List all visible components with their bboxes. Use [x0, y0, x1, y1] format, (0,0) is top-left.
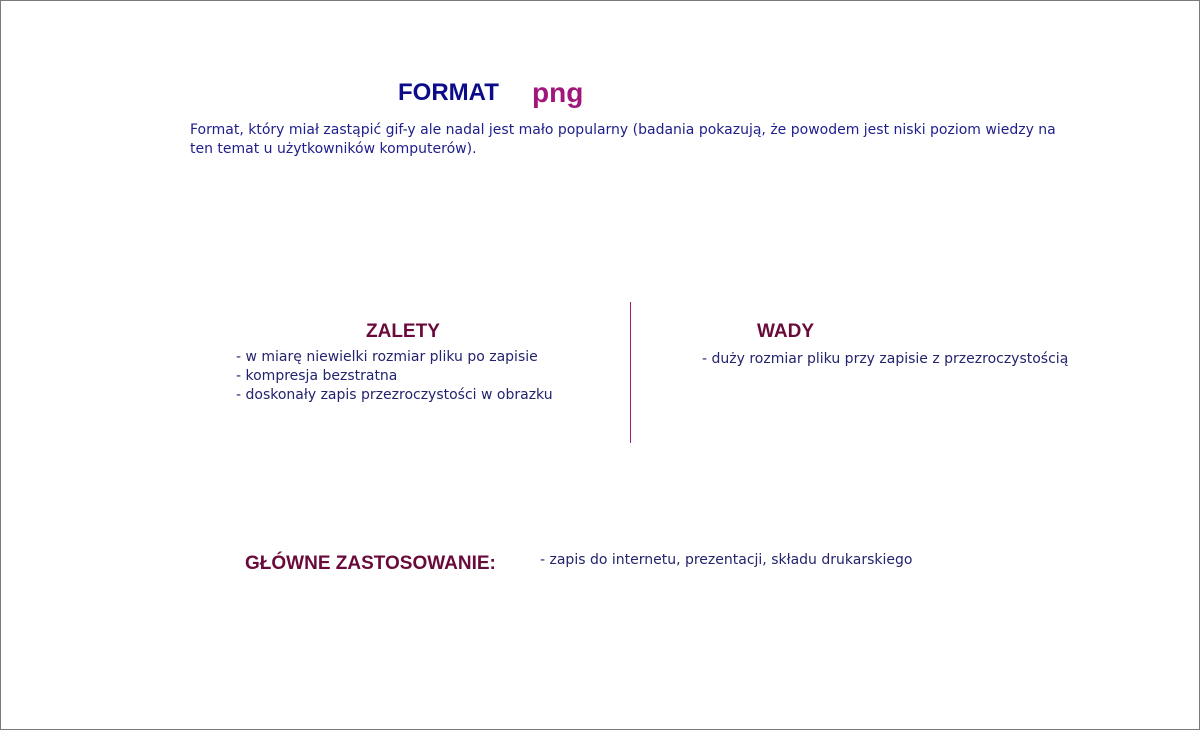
advantages-item: - doskonały zapis przezroczystości w obrazku	[236, 387, 553, 403]
main-use-item: - zapis do internetu, prezentacji, składu drukarskiego	[540, 552, 913, 568]
main-use-list	[540, 551, 912, 570]
main-use-heading: GŁÓWNE ZASTOSOWANIE:	[245, 553, 496, 574]
intro-text: Format, który miał zastąpić gif-y ale nadal jest mało popularny (badania pokazują, że powodem jest niski poziom wiedzy na ten temat u użytkowników komputerów).	[190, 122, 1056, 157]
title-format-word: FORMAT	[398, 79, 499, 106]
disadvantages-list	[702, 350, 1068, 369]
advantages-item: - w miarę niewielki rozmiar pliku po zapisie	[236, 349, 538, 365]
advantages-heading: ZALETY	[366, 321, 440, 342]
disadvantages-heading: WADY	[757, 321, 814, 342]
advantages-list	[236, 348, 553, 405]
title-format-name: png	[532, 77, 584, 108]
disadvantages-item: - duży rozmiar pliku przy zapisie z przezroczystością	[702, 351, 1069, 367]
advantages-item: - kompresja bezstratna	[236, 368, 398, 384]
column-divider	[630, 302, 631, 443]
